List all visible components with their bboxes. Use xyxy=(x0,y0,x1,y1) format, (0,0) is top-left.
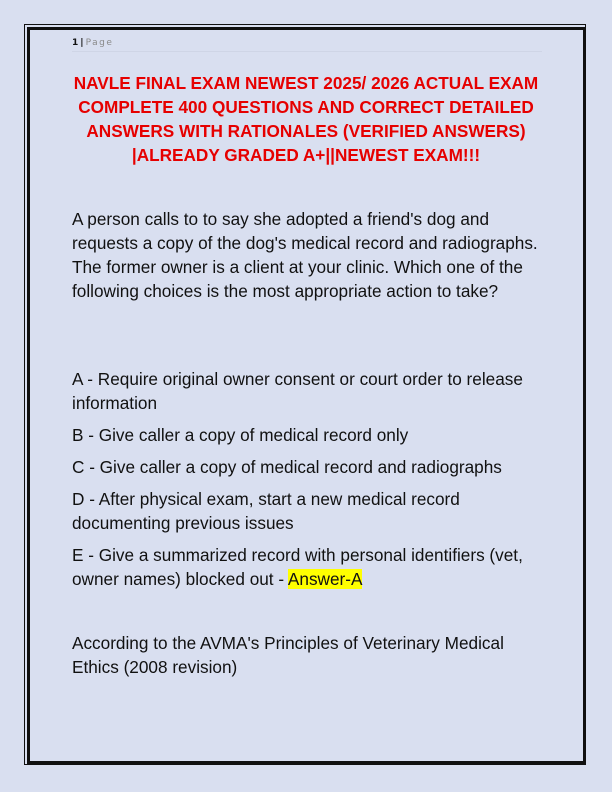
page-separator: | xyxy=(80,38,84,48)
page-label: Page xyxy=(85,38,114,48)
option-e-text: E - Give a summarized record with personal identifiers (vet, owner names) blocked out - xyxy=(72,545,523,589)
option-a: A - Require original owner consent or court order to release information xyxy=(72,369,523,413)
question-text: A person calls to to say she adopted a friend's dog and requests a copy of the dog's medical record and radiographs. The former owner is a client at your clinic. Which one of the following choices is the most appropriate action to take? xyxy=(72,209,538,301)
option-c: C - Give caller a copy of medical record and radiographs xyxy=(72,457,502,477)
document-title: NAVLE FINAL EXAM NEWEST 2025/ 2026 ACTUAL EXAM COMPLETE 400 QUESTIONS AND CORRECT DETAILED ANSWERS WITH RATIONALES (VERIFIED ANSWERS) |ALREADY GRADED A+||NEWEST EXAM!!! xyxy=(73,73,539,165)
option-e xyxy=(72,543,552,591)
rationale-text: According to the AVMA's Principles of Veterinary Medical Ethics (2008 revision) xyxy=(72,633,504,677)
correct-answer-highlight: Answer-A xyxy=(287,569,363,589)
answer-options xyxy=(72,367,552,599)
page-header xyxy=(72,37,542,52)
option-d: D - After physical exam, start a new medical record documenting previous issues xyxy=(72,489,460,533)
option-b: B - Give caller a copy of medical record only xyxy=(72,425,409,445)
page-number: 1 xyxy=(72,38,79,48)
